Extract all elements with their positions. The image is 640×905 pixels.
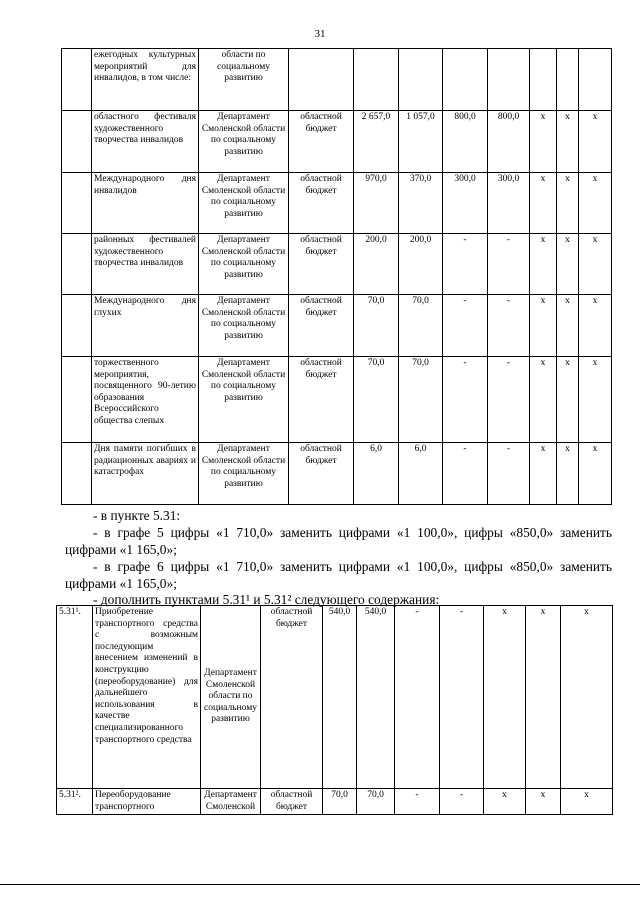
indicator-cell: х bbox=[557, 234, 579, 295]
year-1-amount-cell: 370,0 bbox=[399, 173, 443, 234]
amendment-paragraph: - в графе 5 цифры «1 710,0» заменить цифрами «1 100,0», цифры «850,0» заменить цифрами «1 165,0»; bbox=[65, 525, 612, 557]
table-row bbox=[62, 234, 612, 295]
year-3-amount-cell bbox=[488, 49, 530, 111]
event-name-cell: районных фестивалей художественного творчества инвалидов bbox=[92, 234, 199, 295]
executor-cell: Департамент Смоленской области по социальному развитию bbox=[199, 295, 289, 357]
row-number-cell bbox=[62, 443, 92, 505]
executor-cell: Департамент Смоленской области по социальному развитию bbox=[199, 234, 289, 295]
event-name-cell: Дня памяти погибших в радиационных авариях и катастрофах bbox=[92, 443, 199, 505]
indicator-cell: х bbox=[579, 173, 612, 234]
year-2-amount-cell: - bbox=[443, 443, 488, 505]
executor-cell: Департамент Смоленской области по социальному развитию bbox=[201, 606, 261, 789]
row-number-cell: 5.31². bbox=[57, 789, 93, 815]
funding-source-cell bbox=[289, 49, 354, 111]
indicator-cell: х bbox=[579, 234, 612, 295]
year-3-amount-cell: - bbox=[488, 357, 530, 443]
total-amount-cell: 200,0 bbox=[354, 234, 399, 295]
indicator-cell: х bbox=[579, 443, 612, 505]
year-3-amount-cell: - bbox=[488, 443, 530, 505]
executor-cell: области по социальному развитию bbox=[199, 49, 289, 111]
row-number-cell bbox=[62, 295, 92, 357]
event-name-cell: Международного дня глухих bbox=[92, 295, 199, 357]
amendment-paragraph: - в пункте 5.31: bbox=[93, 508, 181, 523]
indicator-cell: х bbox=[530, 173, 557, 234]
indicator-cell: х bbox=[530, 234, 557, 295]
indicator-cell: х bbox=[579, 111, 612, 173]
event-name-cell: торжественного мероприятия, посвященного 90-летию образования Всероссийского общества слепых bbox=[92, 357, 199, 443]
indicator-cell: х bbox=[561, 789, 613, 815]
total-amount-cell: 70,0 bbox=[354, 357, 399, 443]
event-name-cell: ежегодных культурных мероприятий для инвалидов, в том числе: bbox=[92, 49, 199, 111]
year-2-amount-cell: - bbox=[443, 234, 488, 295]
total-amount-cell: 70,0 bbox=[354, 295, 399, 357]
row-number-cell bbox=[62, 111, 92, 173]
table-row bbox=[62, 295, 612, 357]
funding-source-cell: областной бюджет bbox=[289, 234, 354, 295]
year-2-amount-cell: - bbox=[443, 295, 488, 357]
year-1-amount-cell: 70,0 bbox=[399, 357, 443, 443]
funding-source-cell: областной бюджет bbox=[261, 606, 323, 789]
year-1-amount-cell: 70,0 bbox=[357, 789, 395, 815]
indicator-cell: х bbox=[557, 173, 579, 234]
year-2-amount-cell: - bbox=[443, 357, 488, 443]
page-number: 31 bbox=[314, 28, 326, 40]
year-2-amount-cell bbox=[443, 49, 488, 111]
year-1-amount-cell: 540,0 bbox=[357, 606, 395, 789]
year-2-amount-cell: 300,0 bbox=[443, 173, 488, 234]
table-row bbox=[57, 789, 613, 815]
event-name-cell: областного фестиваля художественного творчества инвалидов bbox=[92, 111, 199, 173]
funding-source-cell: областной бюджет bbox=[289, 443, 354, 505]
year-1-amount-cell: 200,0 bbox=[399, 234, 443, 295]
total-amount-cell bbox=[354, 49, 399, 111]
table-row bbox=[62, 173, 612, 234]
year-3-amount-cell: - bbox=[440, 789, 484, 815]
indicator-cell bbox=[530, 49, 557, 111]
indicator-cell: х bbox=[561, 606, 613, 789]
year-1-amount-cell bbox=[399, 49, 443, 111]
executor-cell: Департамент Смоленской области по социальному развитию bbox=[199, 443, 289, 505]
year-2-amount-cell: - bbox=[395, 789, 440, 815]
year-3-amount-cell: 300,0 bbox=[488, 173, 530, 234]
total-amount-cell: 970,0 bbox=[354, 173, 399, 234]
event-name-cell: Международного дня инвалидов bbox=[92, 173, 199, 234]
funding-source-cell: областной бюджет bbox=[289, 295, 354, 357]
year-1-amount-cell: 6,0 bbox=[399, 443, 443, 505]
amendment-paragraph: - дополнить пунктами 5.31¹ и 5.31² следующего содержания: bbox=[93, 592, 440, 607]
executor-cell: Департамент Смоленской области по социальному развитию bbox=[199, 111, 289, 173]
program-table-additions bbox=[56, 605, 613, 815]
year-3-amount-cell: - bbox=[440, 606, 484, 789]
executor-cell: Департамент Смоленской области по социальному развитию bbox=[199, 173, 289, 234]
indicator-cell: х bbox=[579, 295, 612, 357]
year-1-amount-cell: 1 057,0 bbox=[399, 111, 443, 173]
indicator-cell: х bbox=[530, 443, 557, 505]
indicator-cell: х bbox=[557, 357, 579, 443]
indicator-cell bbox=[579, 49, 612, 111]
amendment-paragraph: - в графе 6 цифры «1 710,0» заменить цифрами «1 100,0», цифры «850,0» заменить цифрами «1 165,0»; bbox=[65, 559, 612, 591]
indicator-cell: х bbox=[484, 789, 526, 815]
total-amount-cell: 540,0 bbox=[323, 606, 357, 789]
funding-source-cell: областной бюджет bbox=[289, 111, 354, 173]
total-amount-cell: 6,0 bbox=[354, 443, 399, 505]
table-row bbox=[62, 443, 612, 505]
indicator-cell: х bbox=[557, 111, 579, 173]
row-number-cell: 5.31¹. bbox=[57, 606, 93, 789]
year-3-amount-cell: 800,0 bbox=[488, 111, 530, 173]
funding-source-cell: областной бюджет bbox=[261, 789, 323, 815]
table-row bbox=[62, 111, 612, 173]
year-2-amount-cell: 800,0 bbox=[443, 111, 488, 173]
executor-cell: Департамент Смоленской области по социальному развитию bbox=[199, 357, 289, 443]
row-number-cell bbox=[62, 173, 92, 234]
indicator-cell: х bbox=[530, 111, 557, 173]
funding-source-cell: областной бюджет bbox=[289, 173, 354, 234]
indicator-cell: х bbox=[530, 295, 557, 357]
table-row bbox=[57, 606, 613, 789]
total-amount-cell: 70,0 bbox=[323, 789, 357, 815]
indicator-cell: х bbox=[526, 789, 561, 815]
year-2-amount-cell: - bbox=[395, 606, 440, 789]
table-row bbox=[62, 49, 612, 111]
indicator-cell: х bbox=[579, 357, 612, 443]
indicator-cell: х bbox=[484, 606, 526, 789]
event-name-cell: Приобретение транспортного средства с возможным последующим внесением изменений в конструкцию (переоборудование) для дальнейшего использования в качестве специализированного транспортного средства bbox=[93, 606, 201, 789]
year-3-amount-cell: - bbox=[488, 295, 530, 357]
executor-cell: Департамент Смоленской bbox=[201, 789, 261, 815]
event-name-cell: Переоборудование транспортного bbox=[93, 789, 201, 815]
year-1-amount-cell: 70,0 bbox=[399, 295, 443, 357]
indicator-cell: х bbox=[557, 295, 579, 357]
year-3-amount-cell: - bbox=[488, 234, 530, 295]
total-amount-cell: 2 657,0 bbox=[354, 111, 399, 173]
indicator-cell: х bbox=[530, 357, 557, 443]
table-row bbox=[62, 357, 612, 443]
funding-source-cell: областной бюджет bbox=[289, 357, 354, 443]
page-bottom-rule bbox=[0, 884, 640, 885]
row-number-cell bbox=[62, 357, 92, 443]
indicator-cell: х bbox=[557, 443, 579, 505]
indicator-cell: х bbox=[526, 606, 561, 789]
row-number-cell bbox=[62, 49, 92, 111]
indicator-cell bbox=[557, 49, 579, 111]
program-table-continued bbox=[61, 48, 612, 505]
row-number-cell bbox=[62, 234, 92, 295]
